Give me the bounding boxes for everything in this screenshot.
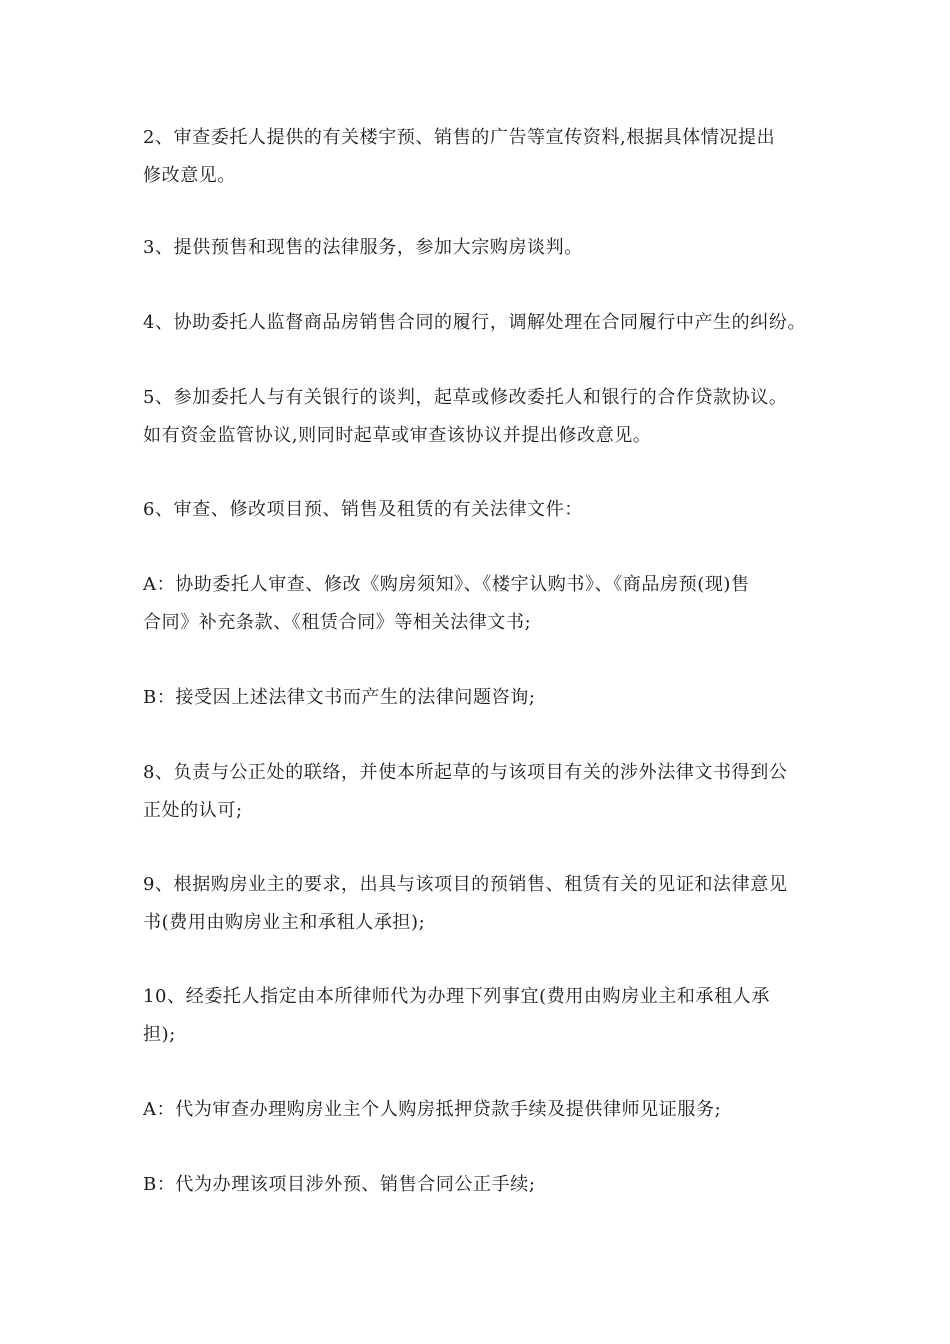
paragraph-3 [143, 229, 823, 267]
paragraph-line: 2、审查委托人提供的有关楼宇预、销售的广告等宣传资料,根据具体情况提出 [143, 127, 776, 148]
paragraph-6b [143, 679, 823, 717]
paragraph-5 [143, 379, 823, 455]
paragraph-10a [143, 1091, 823, 1129]
paragraph-line: 如有资金监管协议,则同时起草或审查该协议并提出修改意见。 [143, 425, 652, 446]
paragraph-line: 3、提供预售和现售的法律服务，参加大宗购房谈判。 [143, 237, 583, 258]
paragraph-line: 9、根据购房业主的要求，出具与该项目的预销售、租赁有关的见证和法律意见 [143, 874, 788, 895]
paragraph-10b [143, 1166, 823, 1204]
paragraph-line: 6、审查、修改项目预、销售及租赁的有关法律文件： [143, 499, 583, 520]
paragraph-4 [143, 304, 823, 342]
paragraph-line: 合同》补充条款、《租赁合同》等相关法律文书; [143, 612, 532, 633]
paragraph-8 [143, 754, 823, 830]
paragraph-6 [143, 491, 823, 529]
paragraph-line: 担); [143, 1024, 176, 1045]
paragraph-line: A：代为审查办理购房业主个人购房抵押贷款手续及提供律师见证服务; [143, 1099, 722, 1120]
paragraph-line: B：代为办理该项目涉外预、销售合同公正手续; [143, 1174, 536, 1195]
paragraph-line: 书(费用由购房业主和承租人承担); [143, 912, 426, 933]
paragraph-10 [143, 978, 823, 1054]
paragraph-6a [143, 566, 823, 642]
paragraph-line: B：接受因上述法律文书而产生的法律问题咨询; [143, 687, 536, 708]
paragraph-line: A：协助委托人审查、修改《购房须知》、《楼宇认购书》、《商品房预(现)售 [143, 574, 750, 595]
paragraph-9 [143, 866, 823, 942]
paragraph-line: 修改意见。 [143, 165, 236, 186]
paragraph-line: 8、负责与公正处的联络，并使本所起草的与该项目有关的涉外法律文书得到公 [143, 762, 788, 783]
paragraph-2 [143, 119, 823, 195]
paragraph-line: 正处的认可; [143, 800, 243, 821]
paragraph-line: 4、协助委托人监督商品房销售合同的履行，调解处理在合同履行中产生的纠纷。 [143, 312, 807, 333]
paragraph-line: 5、参加委托人与有关银行的谈判，起草或修改委托人和银行的合作贷款协议。 [143, 387, 788, 408]
paragraph-line: 10、经委托人指定由本所律师代为办理下列事宜(费用由购房业主和承租人承 [143, 986, 770, 1007]
